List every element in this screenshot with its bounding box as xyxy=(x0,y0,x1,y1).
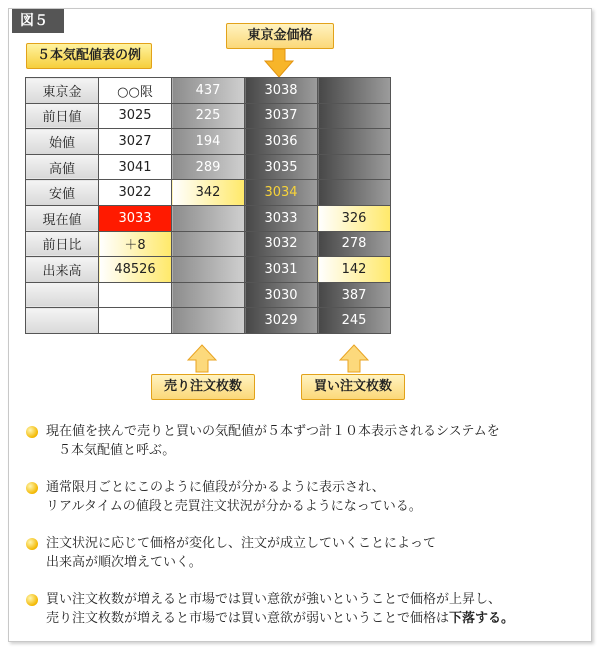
sell-order-cell: 342 xyxy=(172,180,245,206)
buy-order-cell xyxy=(318,129,391,155)
buy-order-cell: 278 xyxy=(318,231,391,257)
price-cell: 3034 xyxy=(245,180,318,206)
table-row xyxy=(26,231,391,257)
figure-title: ５本気配値表の例 xyxy=(26,43,152,69)
row-label: 現在値 xyxy=(26,205,99,231)
sell-order-cell xyxy=(172,205,245,231)
sell-orders-callout: 売り注文枚数 xyxy=(151,374,255,400)
price-cell: 3037 xyxy=(245,103,318,129)
note-item xyxy=(24,534,579,572)
order-board-table xyxy=(25,77,391,334)
row-label: 東京金 xyxy=(26,78,99,104)
note-line: ５本気配値と呼ぶ。 xyxy=(58,443,176,458)
note-line: 通常限月ごとにこのように値段が分かるように表示され、 xyxy=(46,480,385,495)
note-line: リアルタイムの値段と売買注文状況が分かるようになっている。 xyxy=(46,499,422,514)
table-row xyxy=(26,103,391,129)
buy-order-cell xyxy=(318,103,391,129)
row-value xyxy=(99,308,172,334)
sell-order-cell xyxy=(172,231,245,257)
note-line-wrap xyxy=(46,609,579,628)
sell-order-cell: 289 xyxy=(172,154,245,180)
table-row xyxy=(26,180,391,206)
price-cell: 3036 xyxy=(245,129,318,155)
note-line: 注文状況に応じて価格が変化し、注文が成立していくことによって xyxy=(46,536,437,551)
table-row xyxy=(26,205,391,231)
buy-order-cell: 326 xyxy=(318,205,391,231)
sell-order-cell xyxy=(172,308,245,334)
row-label xyxy=(26,282,99,308)
sell-order-cell: 437 xyxy=(172,78,245,104)
price-cell: 3031 xyxy=(245,257,318,283)
row-value: ＋8 xyxy=(99,231,172,257)
row-value: 3025 xyxy=(99,103,172,129)
row-label: 高値 xyxy=(26,154,99,180)
bullet-icon xyxy=(26,538,38,550)
table-row xyxy=(26,257,391,283)
buy-order-cell xyxy=(318,78,391,104)
row-label: 前日値 xyxy=(26,103,99,129)
price-cell: 3030 xyxy=(245,282,318,308)
note-item xyxy=(24,478,579,516)
row-label: 前日比 xyxy=(26,231,99,257)
table-row xyxy=(26,78,391,104)
table-row xyxy=(26,308,391,334)
price-cell: 3033 xyxy=(245,205,318,231)
row-label: 始値 xyxy=(26,129,99,155)
price-cell: 3032 xyxy=(245,231,318,257)
up-arrow-icon xyxy=(339,344,369,374)
sell-order-cell xyxy=(172,282,245,308)
note-emphasis: 下落する。 xyxy=(449,611,515,626)
price-cell: 3035 xyxy=(245,154,318,180)
note-item xyxy=(24,590,579,628)
note-line: 売り注文枚数が増えると市場では買い意欲が弱いということで価格は xyxy=(46,611,450,626)
price-cell: 3038 xyxy=(245,78,318,104)
sell-order-cell: 194 xyxy=(172,129,245,155)
note-line: 買い注文枚数が増えると市場では買い意欲が強いということで価格が上昇し、 xyxy=(46,592,502,607)
row-label: 安値 xyxy=(26,180,99,206)
row-label xyxy=(26,308,99,334)
table-row xyxy=(26,129,391,155)
figure-label: 図５ xyxy=(12,9,64,33)
row-value: 3022 xyxy=(99,180,172,206)
note-line: 出来高が順次増えていく。 xyxy=(46,555,202,570)
bullet-icon xyxy=(26,482,38,494)
row-value: ○○限 xyxy=(99,78,172,104)
table-row xyxy=(26,154,391,180)
price-callout: 東京金価格 xyxy=(226,23,334,49)
row-value: 48526 xyxy=(99,257,172,283)
buy-order-cell: 245 xyxy=(318,308,391,334)
notes-list xyxy=(24,422,579,646)
note-item xyxy=(24,422,579,460)
row-value xyxy=(99,282,172,308)
row-value: 3027 xyxy=(99,129,172,155)
bullet-icon xyxy=(26,426,38,438)
buy-order-cell: 142 xyxy=(318,257,391,283)
note-line: 現在値を挟んで売りと買いの気配値が５本ずつ計１０本表示されるシステムを xyxy=(46,424,500,439)
table-row xyxy=(26,282,391,308)
buy-orders-callout: 買い注文枚数 xyxy=(301,374,405,400)
down-arrow-icon xyxy=(264,49,294,79)
row-label: 出来高 xyxy=(26,257,99,283)
sell-order-cell xyxy=(172,257,245,283)
up-arrow-icon xyxy=(187,344,217,374)
row-value: 3033 xyxy=(99,205,172,231)
row-value: 3041 xyxy=(99,154,172,180)
buy-order-cell: 387 xyxy=(318,282,391,308)
buy-order-cell xyxy=(318,154,391,180)
bullet-icon xyxy=(26,594,38,606)
sell-order-cell: 225 xyxy=(172,103,245,129)
price-cell: 3029 xyxy=(245,308,318,334)
buy-order-cell xyxy=(318,180,391,206)
